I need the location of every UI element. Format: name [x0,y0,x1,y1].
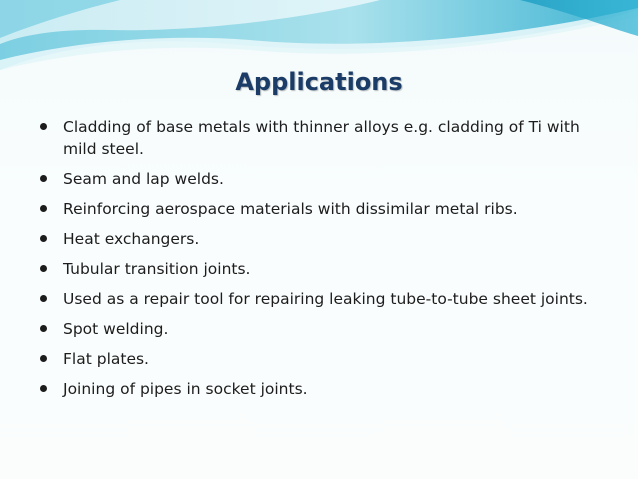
list-item-text: Flat plates. [63,350,149,368]
list-item-text: Joining of pipes in socket joints. [63,380,308,398]
bullet-icon [40,235,47,242]
list-item [38,258,598,280]
list-item [38,168,598,190]
list-item [38,288,598,310]
list-item [38,228,598,250]
list-item [38,378,598,400]
list-item-text: Reinforcing aerospace materials with dissimilar metal ribs. [63,200,518,218]
bullet-list [38,116,598,408]
bullet-icon [40,123,47,130]
list-item-text: Heat exchangers. [63,230,200,248]
list-item-text: Cladding of base metals with thinner alloys e.g. cladding of Ti with mild steel. [63,118,580,158]
list-item [38,318,598,340]
bullet-icon [40,385,47,392]
list-item [38,116,598,160]
bullet-icon [40,175,47,182]
bullet-icon [40,325,47,332]
bullet-icon [40,355,47,362]
list-item-text: Spot welding. [63,320,169,338]
list-item-text: Used as a repair tool for repairing leaking tube-to-tube sheet joints. [63,290,588,308]
bullet-icon [40,265,47,272]
list-item [38,348,598,370]
list-item-text: Tubular transition joints. [63,260,251,278]
slide-title: Applications [235,68,403,96]
bullet-icon [40,295,47,302]
list-item-text: Seam and lap welds. [63,170,224,188]
bullet-icon [40,205,47,212]
list-item [38,198,598,220]
